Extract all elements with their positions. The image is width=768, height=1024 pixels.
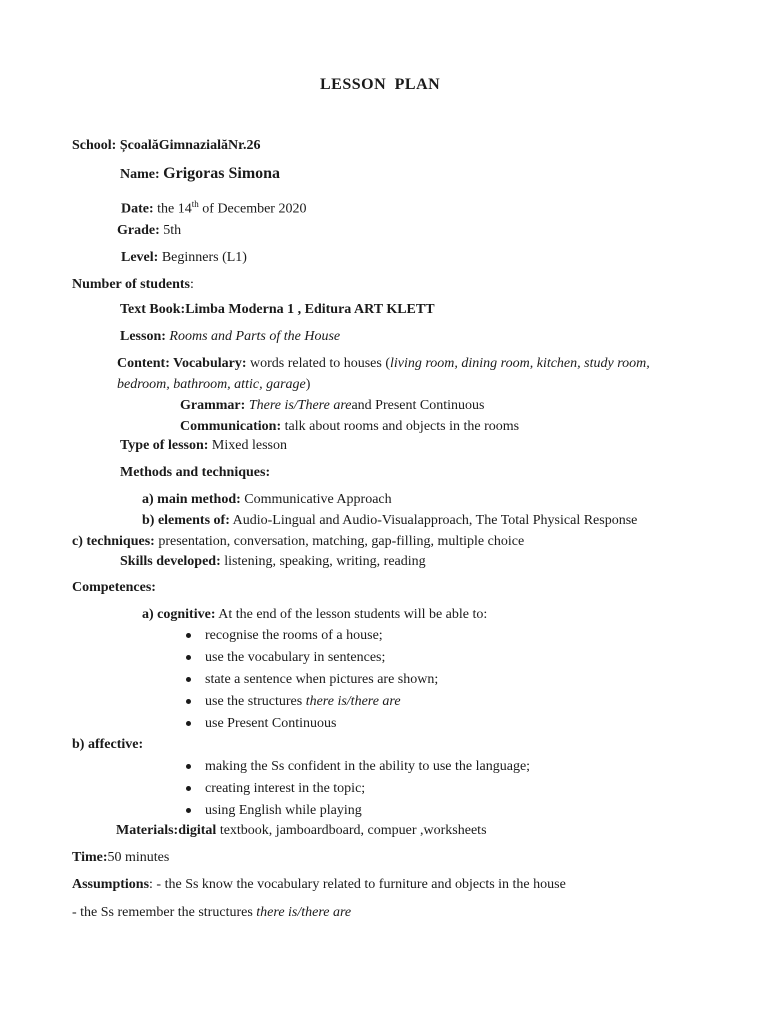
- name-line: [120, 165, 280, 184]
- list-item: use Present Continuous: [205, 716, 337, 731]
- type-of-lesson-line: [120, 437, 287, 455]
- list-item-text: use the structures: [205, 694, 306, 709]
- students-line: [72, 276, 194, 294]
- bullet-icon: [186, 699, 191, 704]
- type-of-lesson-label: Type of lesson:: [120, 438, 209, 453]
- name-label: Name:: [120, 167, 160, 182]
- skills-label: Skills developed:: [120, 554, 221, 569]
- communication-label: Communication:: [180, 419, 282, 434]
- methods-heading: [120, 464, 270, 482]
- bullet-icon: [186, 633, 191, 638]
- students-colon: :: [189, 277, 194, 292]
- content-label: Content: Vocabulary:: [117, 356, 247, 371]
- list-item: using English while playing: [205, 803, 362, 818]
- bullet-icon: [186, 764, 191, 769]
- materials-line: [116, 822, 487, 840]
- content-line-2: [117, 376, 310, 394]
- time-line: [72, 849, 169, 867]
- assumptions-item-1: - the Ss know the vocabulary related to furniture and objects in the house: [152, 877, 566, 892]
- materials-label: Materials:digital: [116, 823, 217, 838]
- content-close: ): [305, 377, 311, 392]
- assumptions-label: Assumptions: [72, 877, 150, 892]
- date-line: [121, 195, 306, 219]
- main-method-value: Communicative Approach: [244, 492, 392, 507]
- list-item: state a sentence when pictures are shown;: [205, 672, 439, 687]
- cognitive-intro: At the end of the lesson students will be able to:: [218, 607, 488, 622]
- main-method-line: [142, 491, 392, 509]
- assumptions-colon: :: [149, 877, 153, 892]
- grammar-label: Grammar:: [180, 398, 246, 413]
- cognitive-label: a) cognitive:: [142, 607, 216, 622]
- textbook-label: Text Book:: [120, 302, 186, 317]
- list-item: making the Ss confident in the ability to use the language;: [205, 759, 531, 774]
- content-items-2: bedroom, bathroom, attic, garage: [117, 377, 306, 392]
- techniques-line: [72, 533, 524, 551]
- lesson-line: [120, 328, 340, 346]
- school-label: School:: [72, 138, 117, 153]
- date-value-pre: the 14: [157, 201, 192, 217]
- elements-line: [142, 512, 637, 530]
- textbook-value: Limba Moderna 1 , Editura ART KLETT: [185, 302, 435, 317]
- textbook-line: [120, 301, 435, 319]
- content-text: words related to houses (: [250, 356, 390, 371]
- list-item-italic: there is/there are: [305, 694, 401, 709]
- grammar-line: [180, 397, 484, 415]
- assumptions-item-2-italic: there is/there are: [256, 905, 352, 920]
- level-label: Level:: [121, 250, 159, 265]
- name-value: Grigoras Simona: [163, 165, 281, 182]
- bullet-icon: [186, 677, 191, 682]
- time-value: 50 minutes: [107, 850, 170, 865]
- list-item: recognise the rooms of a house;: [205, 628, 383, 643]
- bullet-icon: [186, 655, 191, 660]
- assumptions-line-1: [72, 876, 566, 894]
- list-item: use the vocabulary in sentences;: [205, 650, 386, 665]
- assumptions-line-2: [72, 904, 351, 922]
- grade-label: Grade:: [117, 223, 160, 238]
- affective-label: b) affective:: [72, 737, 144, 752]
- page-title: LESSON PLAN: [320, 76, 441, 93]
- date-value-post: of December 2020: [198, 201, 307, 217]
- lesson-label: Lesson:: [120, 329, 166, 344]
- techniques-value: presentation, conversation, matching, gap-filling, multiple choice: [158, 534, 525, 549]
- elements-value: Audio-Lingual and Audio-Visualapproach, The Total Physical Response: [232, 513, 638, 528]
- bullet-icon: [186, 808, 191, 813]
- competences-heading: [72, 579, 156, 597]
- bullet-icon: [186, 721, 191, 726]
- grade-line: [117, 222, 181, 240]
- elements-label: b) elements of:: [142, 513, 230, 528]
- methods-label: Methods and techniques:: [120, 465, 271, 480]
- skills-line: [120, 553, 426, 571]
- bullet-icon: [186, 786, 191, 791]
- competences-label: Competences:: [72, 580, 156, 595]
- cognitive-line: [142, 606, 487, 624]
- content-line-1: [117, 355, 650, 373]
- assumptions-item-2: - the Ss remember the structures: [72, 905, 257, 920]
- techniques-label: c) techniques:: [72, 534, 155, 549]
- grammar-italic: There is/There are: [248, 398, 352, 413]
- content-items-1: living room, dining room, kitchen, study room,: [389, 356, 650, 371]
- school-line: [72, 137, 261, 155]
- affective-heading: [72, 736, 143, 754]
- date-label: Date:: [121, 201, 154, 217]
- main-method-label: a) main method:: [142, 492, 241, 507]
- level-line: [121, 249, 247, 267]
- list-item: creating interest in the topic;: [205, 781, 366, 796]
- grade-value: 5th: [163, 223, 182, 238]
- list-item: [205, 693, 401, 711]
- date-ordinal: th: [191, 199, 199, 209]
- communication-value: talk about rooms and objects in the rooms: [284, 419, 520, 434]
- time-label: Time:: [72, 850, 108, 865]
- skills-value: listening, speaking, writing, reading: [224, 554, 426, 569]
- lesson-value: Rooms and Parts of the House: [169, 329, 341, 344]
- level-value: Beginners (L1): [161, 250, 247, 265]
- communication-line: [180, 418, 519, 436]
- students-label: Number of students: [72, 277, 190, 292]
- school-value: ȘcoalăGimnazialăNr.26: [119, 138, 261, 153]
- grammar-rest: and Present Continuous: [351, 398, 485, 413]
- type-of-lesson-value: Mixed lesson: [211, 438, 287, 453]
- materials-value: textbook, jamboardboard, compuer ,worksheets: [219, 823, 487, 838]
